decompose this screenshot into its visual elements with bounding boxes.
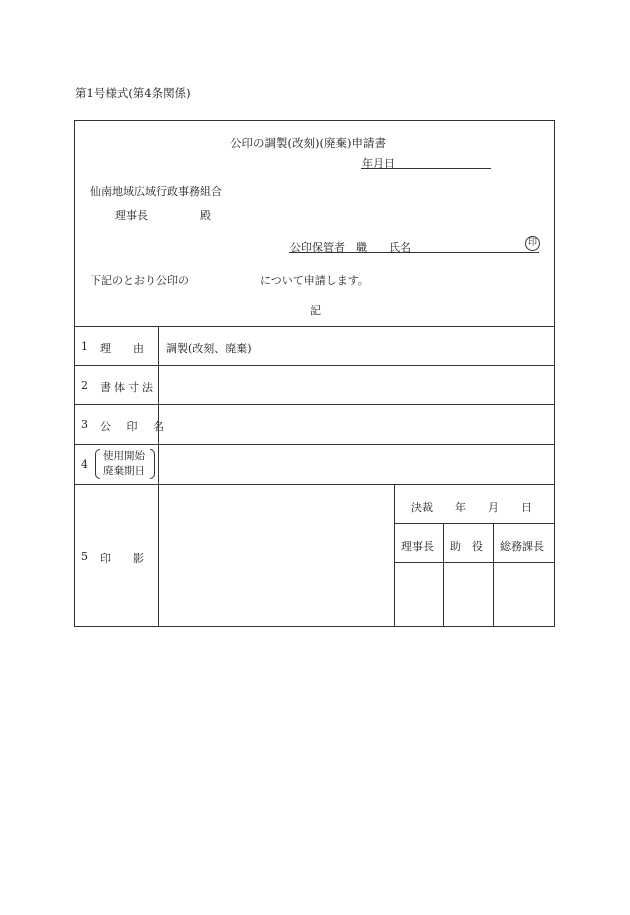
- approval-column-divider: [443, 523, 444, 626]
- row-1-value: 調製(改刻、廃棄): [166, 342, 252, 355]
- row-divider: [75, 326, 554, 327]
- row-5-number: 5: [81, 550, 88, 563]
- bracket-right: [150, 449, 155, 479]
- row-1-label: 理 由: [100, 342, 144, 355]
- row-divider: [75, 365, 554, 366]
- date-field: 年月日: [362, 157, 395, 170]
- applicant-label: 公印保管者 職 氏名: [290, 241, 411, 254]
- approval-column-general-affairs: 総務課長: [500, 540, 544, 553]
- label-column-divider: [158, 326, 159, 626]
- addressee-title: 理事長: [115, 209, 148, 222]
- row-3-number: 3: [81, 418, 88, 431]
- row-divider: [75, 484, 554, 485]
- request-text-before: 下記のとおり公印の: [90, 274, 189, 287]
- row-4-number: 4: [81, 458, 88, 471]
- row-4-label-line1: 使用開始: [103, 450, 145, 462]
- approval-block-divider: [394, 484, 395, 626]
- date-underline: [361, 168, 491, 169]
- ki-label: 記: [310, 304, 321, 317]
- form-title: 公印の調製(改刻)(廃棄)申請書: [230, 136, 386, 150]
- approval-column-deputy: 助 役: [450, 540, 483, 553]
- organization-name: 仙南地域広域行政事務組合: [90, 185, 222, 198]
- row-1-number: 1: [81, 340, 88, 353]
- row-divider: [75, 444, 554, 445]
- application-form: [74, 120, 555, 627]
- row-2-number: 2: [81, 379, 88, 392]
- seal-mark: 印: [525, 236, 540, 251]
- bracket-left: [95, 449, 100, 479]
- row-4-label-line2: 廃棄期日: [103, 465, 145, 477]
- row-divider: [75, 404, 554, 405]
- approval-header-divider: [394, 523, 554, 524]
- row-2-label: 書体寸法: [100, 381, 156, 394]
- row-3-label: 公 印 名: [100, 420, 170, 433]
- row-5-label: 印 影: [100, 552, 144, 565]
- approval-column-president: 理事長: [401, 540, 434, 553]
- applicant-underline: [289, 252, 539, 253]
- approval-column-divider: [493, 523, 494, 626]
- request-text-after: について申請します。: [260, 274, 369, 287]
- approval-date-header: 決裁 年 月 日: [411, 501, 532, 514]
- form-number-label: 第1号様式(第4条関係): [75, 86, 191, 100]
- honorific: 殿: [200, 209, 211, 222]
- approval-columns-divider: [394, 562, 554, 563]
